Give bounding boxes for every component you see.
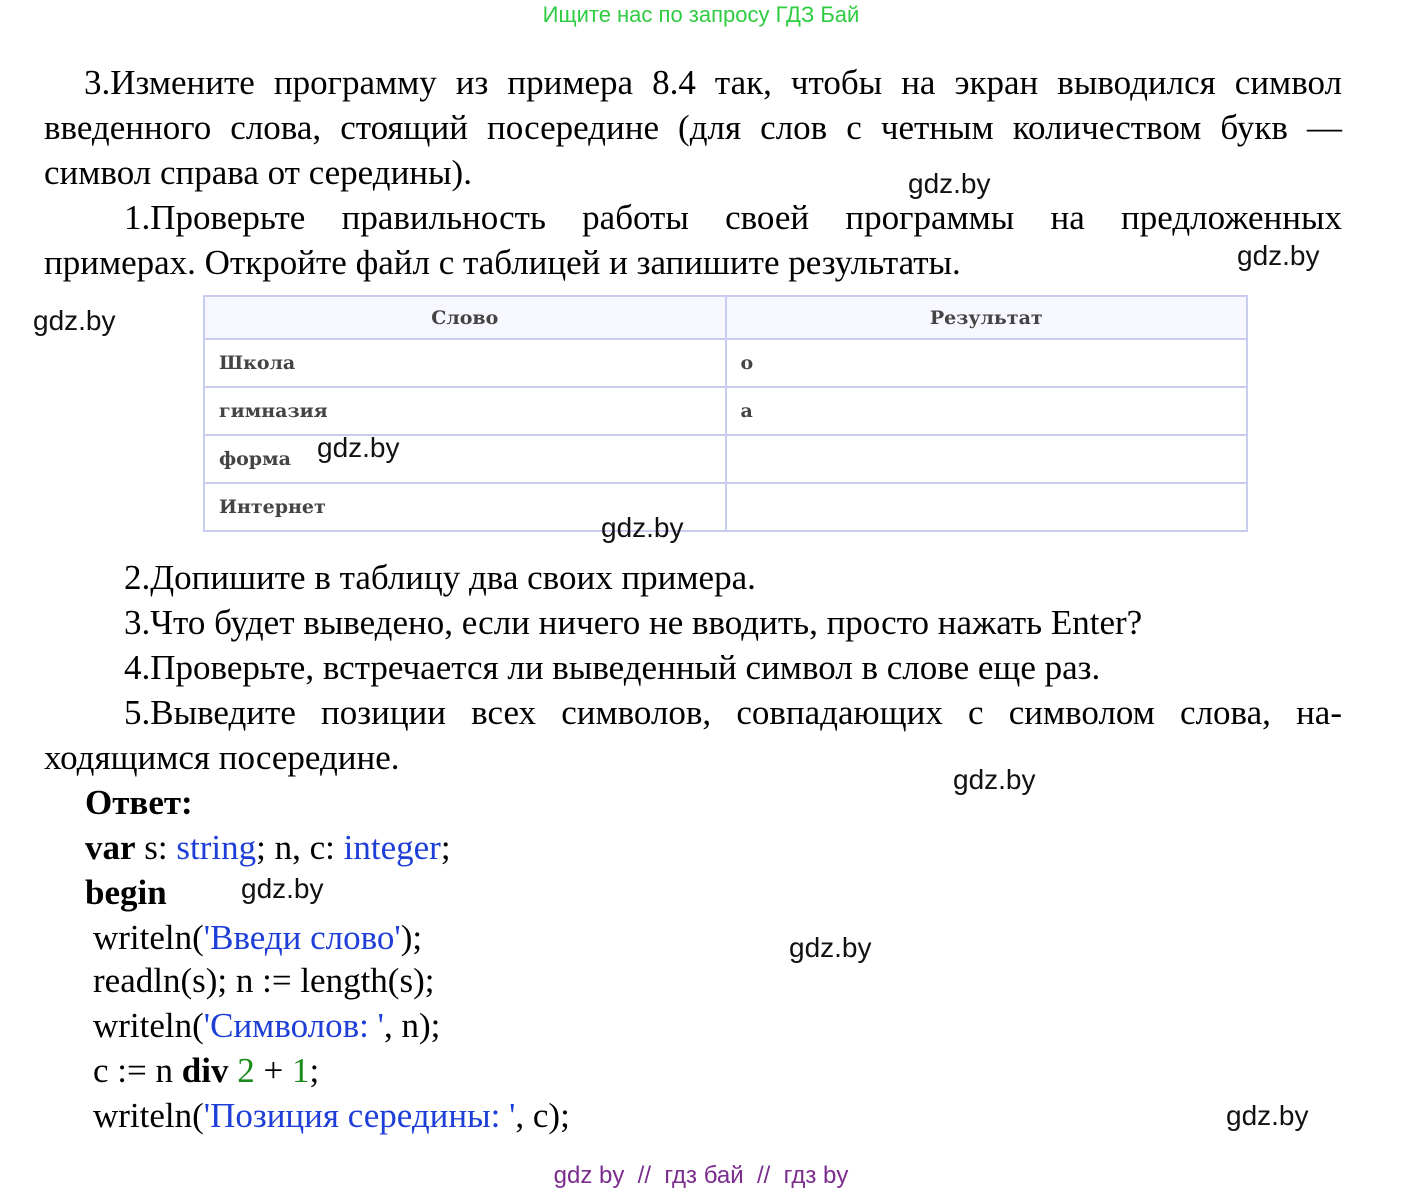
- code-type: integer: [343, 828, 441, 867]
- answer-label: Ответ:: [85, 783, 193, 822]
- subtask-5-line-1: 5.Выведите позиции всех символов, совпадающих с символом слова, на-: [124, 693, 1342, 732]
- watermark: gdz.by: [908, 168, 991, 199]
- code-keyword: var: [85, 828, 136, 867]
- code-string: 'Введи слово': [203, 918, 401, 957]
- watermark: gdz.by: [1226, 1100, 1309, 1131]
- table-header-row: [204, 296, 1247, 339]
- table-cell-result: а: [726, 387, 1248, 435]
- watermark: gdz.by: [1237, 240, 1320, 271]
- code-text: ; n, c:: [256, 828, 344, 867]
- code-keyword: div: [181, 1051, 229, 1090]
- code-number: 2: [237, 1051, 255, 1090]
- code-number: 1: [291, 1051, 310, 1090]
- code-string: 'Символов: ': [203, 1006, 384, 1045]
- watermark: gdz.by: [953, 764, 1036, 795]
- results-table: [203, 295, 1248, 532]
- task-statement: 3.Измените программу из примера 8.4 так, чтобы на экран выводился символ введенного слова, стоящий посередине (для слов с четным количеством букв — символ справа от середины).: [44, 63, 1342, 192]
- code-text: +: [254, 1051, 292, 1090]
- subtask-3: 3.Что будет выведено, если ничего не вводить, просто нажать Enter?: [124, 603, 1143, 642]
- subtask-2: 2.Допишите в таблицу два своих примера.: [124, 558, 756, 597]
- table-cell-word: форма: [204, 435, 726, 483]
- table-header-word: Слово: [204, 296, 726, 339]
- subtask-4: 4.Проверьте, встречается ли выведенный символ в слове еще раз.: [124, 648, 1101, 687]
- watermark: gdz.by: [317, 432, 400, 463]
- code-text: s:: [135, 828, 177, 867]
- table-row: [204, 339, 1247, 387]
- subtask-5-line-2: ходящимся посередине.: [44, 738, 400, 777]
- watermark: gdz.by: [241, 873, 324, 904]
- code-text: writeln(: [93, 1096, 204, 1135]
- table-row: [204, 483, 1247, 531]
- table-header-result: Результат: [726, 296, 1248, 339]
- code-string: 'Позиция середины: ': [203, 1096, 516, 1135]
- footer-links: gdz by // гдз бай // гдз by: [553, 1162, 849, 1189]
- code-text: , c);: [515, 1096, 570, 1135]
- code-line-readln: readln(s); n := length(s);: [93, 961, 435, 1000]
- code-text: c := n: [93, 1051, 182, 1090]
- table-cell-word: Интернет: [204, 483, 726, 531]
- table-cell-result: [726, 435, 1248, 483]
- code-text: ;: [440, 828, 451, 867]
- code-line-writeln-count: [93, 1003, 440, 1048]
- table-cell-result: [726, 483, 1248, 531]
- code-line-writeln-prompt: [93, 915, 422, 960]
- subtask-1-line-1: 1.Проверьте правильность работы своей программы на предложенных: [124, 198, 1342, 237]
- code-text: );: [400, 918, 423, 957]
- code-type: string: [176, 828, 257, 867]
- table-cell-word: Школа: [204, 339, 726, 387]
- code-line-var: [85, 825, 451, 870]
- code-line-middle-calc: [93, 1048, 319, 1093]
- table-cell-result: о: [726, 339, 1248, 387]
- header-banner: Ищите нас по запросу ГДЗ Бай: [542, 2, 860, 27]
- code-text: writeln(: [93, 1006, 204, 1045]
- table-row: [204, 387, 1247, 435]
- table-cell-word: гимназия: [204, 387, 726, 435]
- subtask-1-line-2: примерах. Откройте файл с таблицей и запишите результаты.: [44, 243, 961, 282]
- code-text: [228, 1051, 237, 1090]
- code-line-begin: begin: [85, 873, 167, 912]
- code-text: writeln(: [93, 918, 204, 957]
- code-text: , n);: [383, 1006, 441, 1045]
- watermark: gdz.by: [33, 305, 116, 336]
- watermark: gdz.by: [789, 932, 872, 963]
- code-line-writeln-middle: [93, 1093, 570, 1138]
- code-text: ;: [309, 1051, 320, 1090]
- watermark: gdz.by: [601, 512, 684, 543]
